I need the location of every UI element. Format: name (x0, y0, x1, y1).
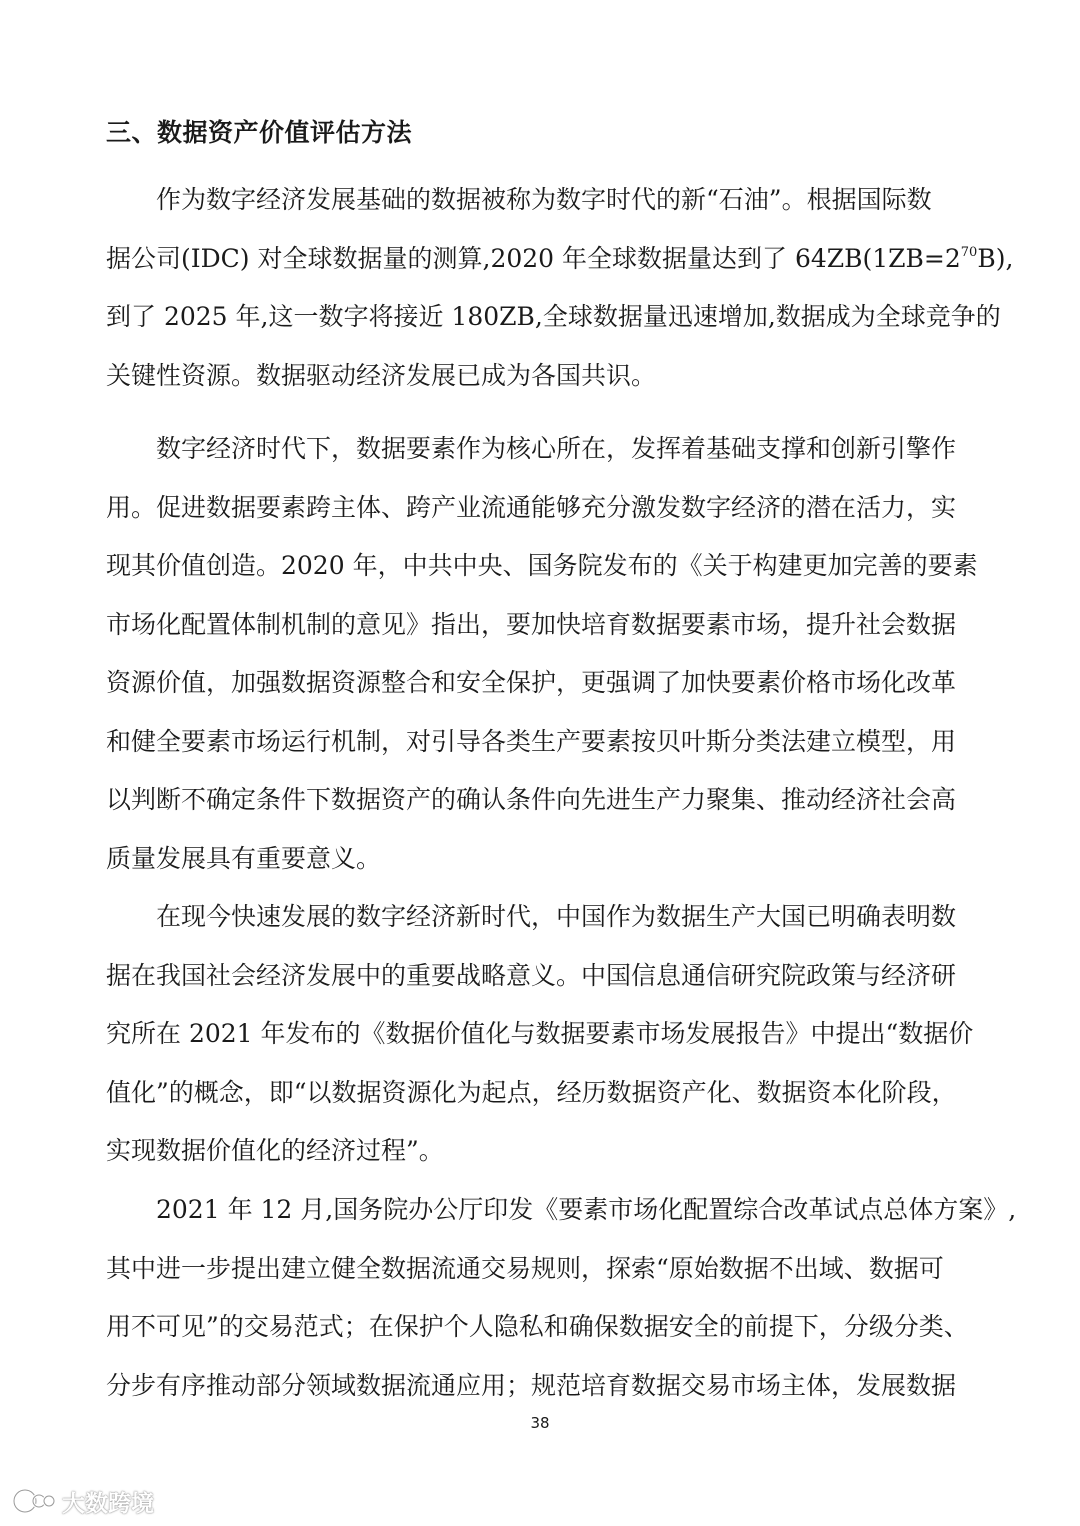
paragraph-line: 据在我国社会经济发展中的重要战略意义。中国信息通信研究院政策与经济研 (106, 960, 957, 990)
paragraph-line: 实现数据价值化的经济过程”。 (106, 1136, 444, 1165)
paragraph-line: 值化”的概念，即“以数据资源化为起点，经历数据资产化、数据资本化阶段， (106, 1077, 957, 1107)
paragraph-line: 数字经济时代下，数据要素作为核心所在，发挥着基础支撑和创新引擎作 (156, 434, 957, 463)
paragraph-line-tail: B), (977, 243, 1014, 273)
paragraph-2 (106, 420, 986, 888)
paragraph-line (106, 230, 1014, 289)
watermark-text: 大数跨境 (62, 1490, 154, 1517)
paragraph-line: 用不可见”的交易范式；在保护个人隐私和确保数据安全的前提下，分级分类、 (106, 1312, 969, 1341)
paragraph-line: 现其价值创造。2020 年，中共中央、国务院发布的《关于构建更加完善的要素 (106, 551, 978, 580)
paragraph-4 (106, 1181, 1017, 1415)
paragraph-line: 到了 2025 年,这一数字将接近 180ZB,全球数据量迅速增加,数据成为全球竞争的 (106, 302, 1001, 331)
paragraph-line: 在现今快速发展的数字经济新时代，中国作为数据生产大国已明确表明数 (156, 902, 957, 931)
brand-logo-icon (10, 1486, 56, 1516)
page-number: 38 (530, 1414, 550, 1432)
paragraph-line: 其中进一步提出建立健全数据流通交易规则，探索“原始数据不出域、数据可 (106, 1253, 944, 1283)
paragraph-line: 以判断不确定条件下数据资产的确认条件向先进生产力聚集、推动经济社会高 (106, 785, 957, 814)
paragraph-line: 市场化配置体制机制的意见》指出，要加快培育数据要素市场，提升社会数据 (106, 609, 957, 639)
paragraph-3 (106, 888, 986, 1181)
paragraph-line: 分步有序推动部分领域数据流通应用；规范培育数据交易市场主体，发展数据 (106, 1370, 957, 1400)
paragraph-line: 2021 年 12 月,国务院办公厅印发《要素市场化配置综合改革试点总体方案》, (156, 1195, 1017, 1224)
paragraph-line: 关键性资源。数据驱动经济发展已成为各国共识。 (106, 360, 657, 390)
section-heading: 三、数据资产价值评估方法 (106, 118, 413, 147)
paragraph-line: 用。促进数据要素跨主体、跨产业流通能够充分激发数字经济的潜在活力，实 (106, 492, 957, 522)
paragraph-line: 和健全要素市场运行机制，对引导各类生产要素按贝叶斯分类法建立模型，用 (106, 726, 957, 756)
superscript-exponent: 70 (960, 244, 978, 260)
paragraph-line-text: 据公司(IDC) 对全球数据量的测算,2020 年全球数据量达到了 64ZB(1ZB=2 (106, 243, 961, 273)
watermark (10, 1484, 154, 1518)
paragraph-line: 究所在 2021 年发布的《数据价值化与数据要素市场发展报告》中提出“数据价 (106, 1019, 974, 1048)
paragraph-1 (106, 171, 1014, 405)
paragraph-line: 资源价值，加强数据资源整合和安全保护，更强调了加快要素价格市场化改革 (106, 668, 957, 697)
paragraph-line: 质量发展具有重要意义。 (106, 843, 382, 873)
paragraph-line: 作为数字经济发展基础的数据被称为数字时代的新“石油”。根据国际数 (156, 185, 932, 214)
